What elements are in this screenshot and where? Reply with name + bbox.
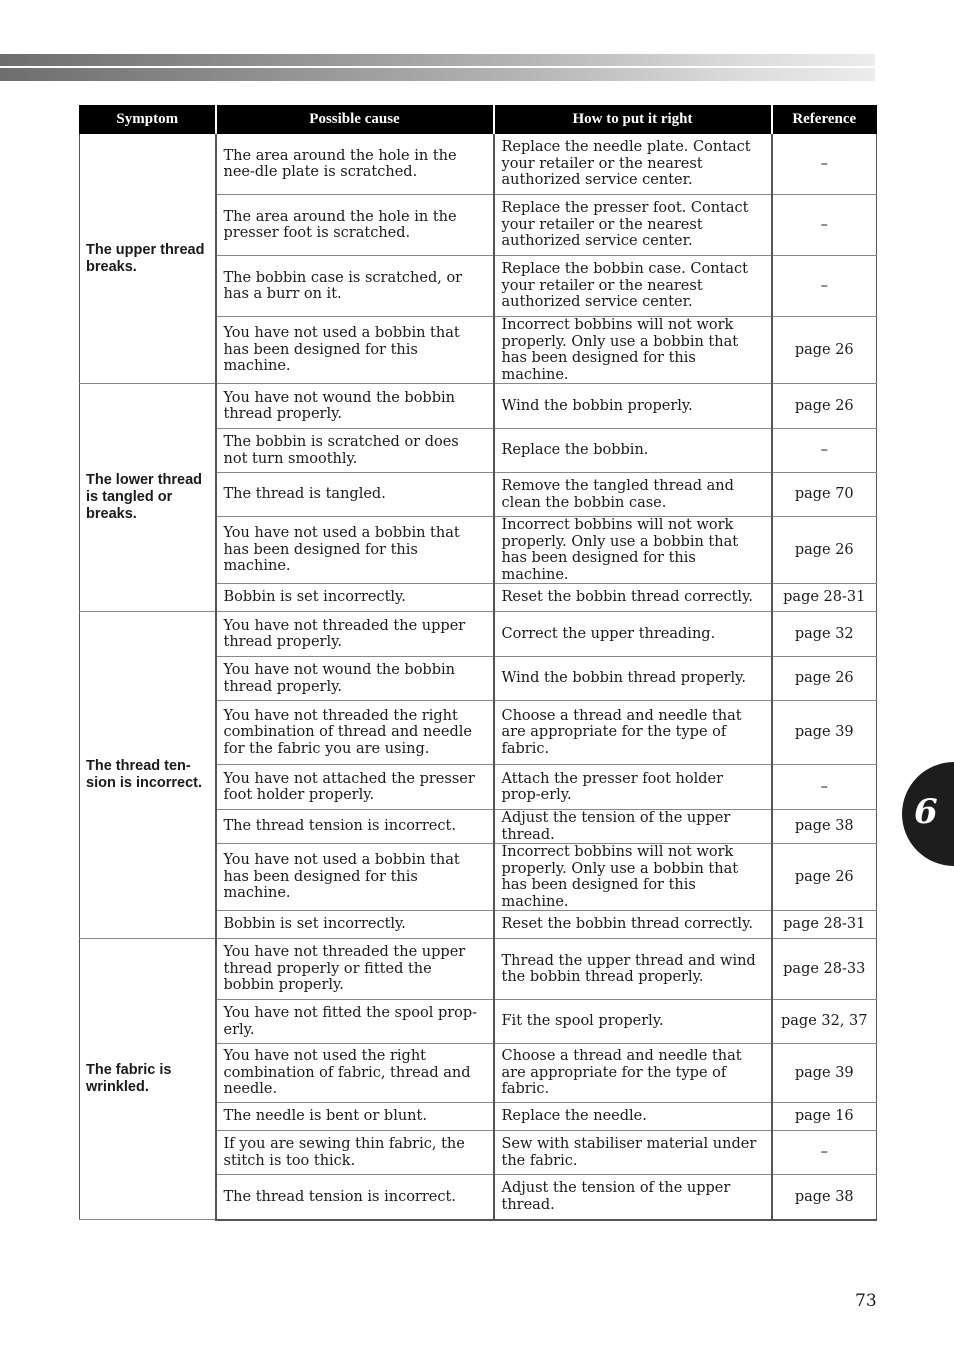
header-reference: Reference [772,106,877,134]
cause-cell: You have not fitted the spool prop-erly. [216,1000,494,1044]
header-how-to-fix: How to put it right [494,106,772,134]
cause-cell: You have not threaded the right combination of thread and needle for the fabric you are using. [216,701,494,765]
fix-cell: Attach the presser foot holder prop-erly. [494,765,772,810]
reference-cell: page 32 [772,612,877,657]
reference-cell: page 39 [772,1044,877,1103]
reference-cell: – [772,134,877,195]
table-row [80,612,877,657]
table-row [80,384,877,429]
cause-cell: Bobbin is set incorrectly. [216,584,494,612]
fix-cell: Remove the tangled thread and clean the bobbin case. [494,473,772,517]
reference-cell: page 28-33 [772,939,877,1000]
fix-cell: Replace the needle plate. Contact your retailer or the nearest authorized service center. [494,134,772,195]
fix-cell: Adjust the tension of the upper thread. [494,1175,772,1220]
header-decor-bar-bottom [0,68,875,81]
symptom-cell: The fabric is wrinkled. [80,939,216,1220]
fix-cell: Correct the upper threading. [494,612,772,657]
reference-cell: page 26 [772,317,877,384]
symptom-cell: The lower thread is tangled or breaks. [80,384,216,612]
table-row [80,939,877,1000]
reference-cell: – [772,765,877,810]
header-symptom: Symptom [80,106,216,134]
fix-cell: Adjust the tension of the upper thread. [494,810,772,844]
header-possible-cause: Possible cause [216,106,494,134]
cause-cell: You have not threaded the upper thread properly or fitted the bobbin properly. [216,939,494,1000]
fix-cell: Replace the bobbin. [494,429,772,473]
reference-cell: page 39 [772,701,877,765]
reference-cell: page 32, 37 [772,1000,877,1044]
cause-cell: The thread is tangled. [216,473,494,517]
cause-cell: The thread tension is incorrect. [216,1175,494,1220]
cause-cell: The area around the hole in the nee-dle plate is scratched. [216,134,494,195]
reference-cell: page 26 [772,517,877,584]
fix-cell: Replace the presser foot. Contact your retailer or the nearest authorized service center. [494,195,772,256]
fix-cell: Incorrect bobbins will not work properly. Only use a bobbin that has been designed for this machine. [494,844,772,911]
table-header-row [80,106,877,134]
fix-cell: Incorrect bobbins will not work properly. Only use a bobbin that has been designed for this machine. [494,517,772,584]
header-decor-bar-top [0,54,875,66]
reference-cell: page 38 [772,1175,877,1220]
troubleshooting-table [79,105,877,1221]
reference-cell: – [772,1131,877,1175]
fix-cell: Reset the bobbin thread correctly. [494,584,772,612]
fix-cell: Replace the needle. [494,1103,772,1131]
cause-cell: Bobbin is set incorrectly. [216,911,494,939]
reference-cell: page 26 [772,384,877,429]
table-row [80,134,877,195]
chapter-tab [902,762,954,866]
fix-cell: Replace the bobbin case. Contact your retailer or the nearest authorized service center. [494,256,772,317]
cause-cell: You have not used a bobbin that has been designed for this machine. [216,317,494,384]
cause-cell: The bobbin is scratched or does not turn smoothly. [216,429,494,473]
reference-cell: – [772,256,877,317]
cause-cell: If you are sewing thin fabric, the stitch is too thick. [216,1131,494,1175]
reference-cell: page 70 [772,473,877,517]
reference-cell: page 16 [772,1103,877,1131]
cause-cell: You have not used a bobbin that has been designed for this machine. [216,517,494,584]
reference-cell: page 38 [772,810,877,844]
fix-cell: Thread the upper thread and wind the bobbin thread properly. [494,939,772,1000]
cause-cell: The thread tension is incorrect. [216,810,494,844]
fix-cell: Wind the bobbin properly. [494,384,772,429]
cause-cell: The bobbin case is scratched, or has a burr on it. [216,256,494,317]
cause-cell: You have not threaded the upper thread properly. [216,612,494,657]
reference-cell: page 28-31 [772,584,877,612]
fix-cell: Sew with stabiliser material under the fabric. [494,1131,772,1175]
fix-cell: Wind the bobbin thread properly. [494,657,772,701]
table-body [80,134,877,1220]
cause-cell: You have not wound the bobbin thread properly. [216,657,494,701]
reference-cell: page 28-31 [772,911,877,939]
symptom-cell: The upper thread breaks. [80,134,216,384]
reference-cell: page 26 [772,844,877,911]
cause-cell: You have not wound the bobbin thread properly. [216,384,494,429]
fix-cell: Choose a thread and needle that are appropriate for the type of fabric. [494,1044,772,1103]
cause-cell: The area around the hole in the presser foot is scratched. [216,195,494,256]
fix-cell: Fit the spool properly. [494,1000,772,1044]
symptom-cell: The thread ten-sion is incorrect. [80,612,216,939]
reference-cell: page 26 [772,657,877,701]
cause-cell: The needle is bent or blunt. [216,1103,494,1131]
cause-cell: You have not attached the presser foot holder properly. [216,765,494,810]
cause-cell: You have not used the right combination of fabric, thread and needle. [216,1044,494,1103]
reference-cell: – [772,195,877,256]
chapter-number: 6 [914,792,938,832]
reference-cell: – [772,429,877,473]
page-number: 73 [855,1291,877,1311]
fix-cell: Incorrect bobbins will not work properly. Only use a bobbin that has been designed for this machine. [494,317,772,384]
cause-cell: You have not used a bobbin that has been designed for this machine. [216,844,494,911]
fix-cell: Choose a thread and needle that are appropriate for the type of fabric. [494,701,772,765]
fix-cell: Reset the bobbin thread correctly. [494,911,772,939]
